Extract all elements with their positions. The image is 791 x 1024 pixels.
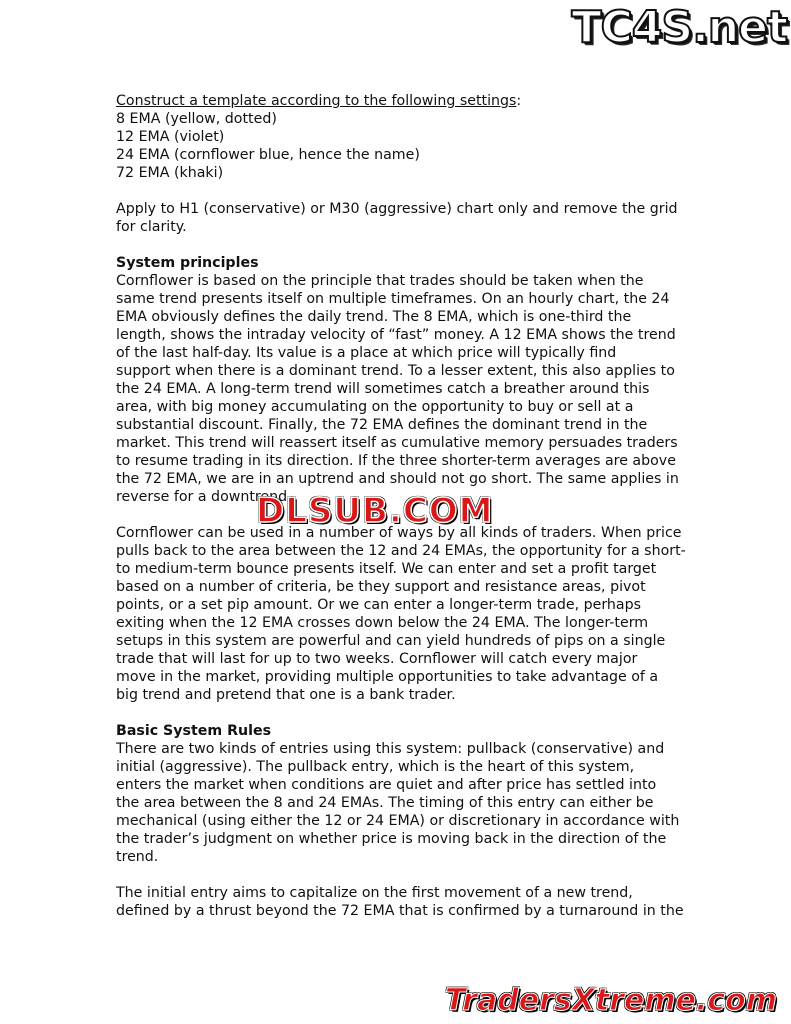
principles-line: support when there is a dominant trend. To a lesser extent, this also applies to [116,363,675,379]
principles-line: same trend presents itself on multiple timeframes. On an hourly chart, the 24 [116,291,670,307]
usage-line: Cornflower can be used in a number of ways by all kinds of traders. When price [116,525,682,541]
principles-line: of the last half-day. Its value is a place at which price will typically find [116,345,617,361]
system-principles-heading: System principles [116,255,259,271]
template-item: 12 EMA (violet) [116,129,225,145]
template-heading-colon: : [516,93,522,109]
principles-line: EMA obviously defines the daily trend. The 8 EMA, which is one-third the [116,309,632,325]
rules-line: mechanical (using either the 12 or 24 EMA) or discretionary in accordance with [116,813,680,829]
watermark-top-logo: TC4S.net [571,2,787,53]
rules-line: There are two kinds of entries using this system: pullback (conservative) and [116,741,665,757]
initial-entry-line: The initial entry aims to capitalize on the first movement of a new trend, [116,885,633,901]
apply-paragraph-line: for clarity. [116,219,187,235]
watermark-middle-logo: DLSUB.COM [256,491,494,531]
rules-line: the area between the 8 and 24 EMAs. The timing of this entry can either be [116,795,654,811]
usage-line: to medium-term bounce presents itself. We can enter and set a profit target [116,561,657,577]
initial-entry-line: defined by a thrust beyond the 72 EMA that is confirmed by a turnaround in the [116,903,684,919]
principles-line: area, with big money accumulating on the opportunity to buy or sell at a [116,399,634,415]
basic-system-rules-heading: Basic System Rules [116,723,272,739]
principles-line: reverse for a downtrend. [116,489,292,505]
principles-line: Cornflower is based on the principle that trades should be taken when the [116,273,644,289]
usage-line: pulls back to the area between the 12 and 24 EMAs, the opportunity for a short- [116,543,686,559]
usage-line: setups in this system are powerful and can yield hundreds of pips on a single [116,633,666,649]
principles-line: the 72 EMA, we are in an uptrend and should not go short. The same applies in [116,471,679,487]
principles-line: substantial discount. Finally, the 72 EMA defines the dominant trend in the [116,417,648,433]
watermark-bottom-logo: TradersXtreme.com [445,983,777,1018]
principles-line: the 24 EMA. A long-term trend will sometimes catch a breather around this [116,381,650,397]
usage-line: big trend and pretend that one is a bank trader. [116,687,456,703]
usage-line: based on a number of criteria, be they support and resistance areas, pivot [116,579,646,595]
template-heading: Construct a template according to the following settings [116,93,517,109]
rules-line: enters the market when conditions are quiet and after price has settled into [116,777,657,793]
template-item: 24 EMA (cornflower blue, hence the name) [116,147,420,163]
template-item: 72 EMA (khaki) [116,165,224,181]
rules-line: the trader’s judgment on whether price is moving back in the direction of the [116,831,667,847]
template-heading-line [116,92,676,110]
principles-line: market. This trend will reassert itself as cumulative memory persuades traders [116,435,678,451]
apply-paragraph-line: Apply to H1 (conservative) or M30 (aggressive) chart only and remove the grid [116,201,678,217]
principles-line: to resume trading in its direction. If the three shorter-term averages are above [116,453,676,469]
usage-line: move in the market, providing multiple opportunities to take advantage of a [116,669,659,685]
usage-line: points, or a set pip amount. Or we can enter a longer-term trade, perhaps [116,597,641,613]
template-item: 8 EMA (yellow, dotted) [116,111,277,127]
usage-line: exiting when the 12 EMA crosses down below the 24 EMA. The longer-term [116,615,649,631]
rules-line: initial (aggressive). The pullback entry, which is the heart of this system, [116,759,635,775]
usage-line: trade that will last for up to two weeks. Cornflower will catch every major [116,651,638,667]
rules-line: trend. [116,849,159,865]
principles-line: length, shows the intraday velocity of “fast” money. A 12 EMA shows the trend [116,327,676,343]
